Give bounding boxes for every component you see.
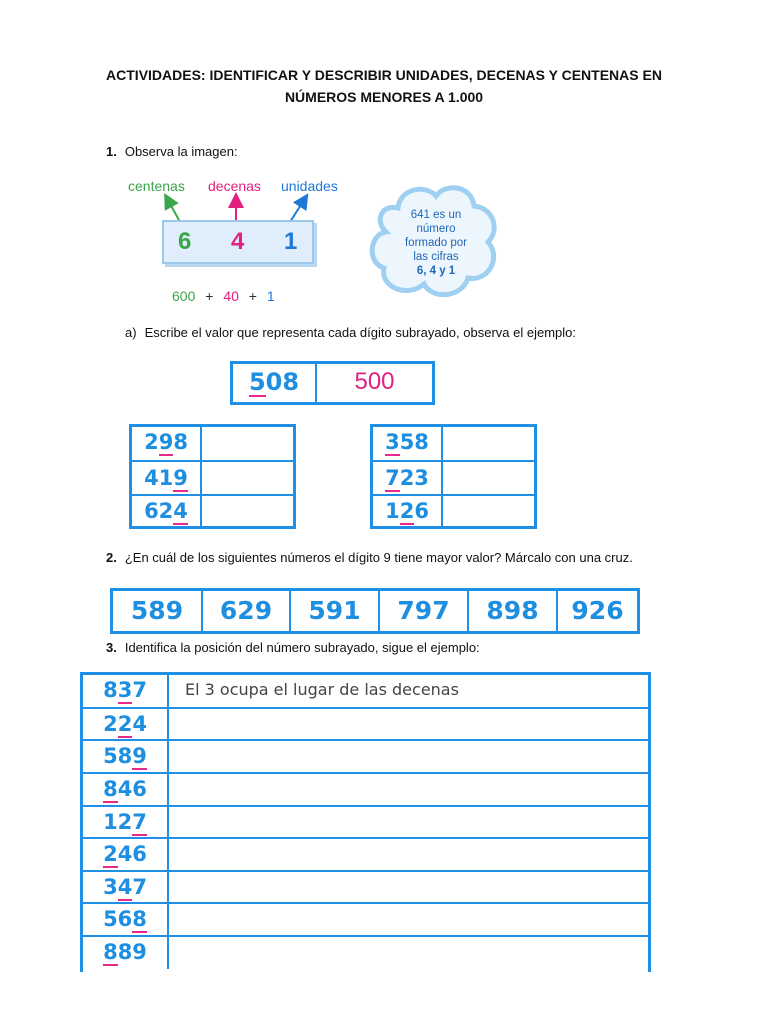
cloud-line-5: 6, 4 y 1	[416, 265, 456, 277]
label-decenas: decenas	[208, 178, 261, 194]
digit-centenas: 6	[178, 228, 192, 255]
question-3-number: 3.	[106, 640, 117, 655]
table-row	[83, 837, 648, 870]
row-number: 224	[103, 712, 147, 736]
underlined-digit: 2	[103, 842, 118, 866]
answer-cell[interactable]: El 3 ocupa el lugar de las decenas	[167, 675, 648, 707]
example-box	[230, 361, 435, 405]
expansion-plus-2: +	[248, 288, 257, 304]
row-number: 846	[103, 777, 147, 801]
table-row	[132, 494, 293, 526]
underlined-digit: 4	[173, 499, 188, 523]
place-value-illustration	[128, 170, 363, 310]
choice-number[interactable]: 797	[378, 591, 467, 631]
expansion-decenas: 40	[223, 288, 239, 304]
row-number: 568	[103, 907, 147, 931]
underlined-digit: 7	[132, 810, 147, 834]
expansion-centenas: 600	[172, 288, 196, 304]
answer-cell[interactable]	[441, 496, 534, 526]
question-2	[106, 550, 633, 565]
choice-number[interactable]: 898	[467, 591, 556, 631]
underlined-digit: 3	[385, 430, 400, 454]
table-row	[83, 870, 648, 902]
cloud-bubble	[368, 178, 504, 302]
row-number: 419	[144, 466, 188, 490]
table-row	[132, 427, 293, 460]
arrow-centenas	[168, 200, 180, 222]
table-row	[132, 460, 293, 494]
answer-cell[interactable]	[167, 709, 648, 739]
worksheet-title	[60, 64, 708, 108]
question-a-text: Escribe el valor que representa cada dígito subrayado, observa el ejemplo:	[144, 325, 576, 340]
row-number: 347	[103, 875, 147, 899]
row-number: 358	[385, 430, 429, 454]
expansion-unidades: 1	[266, 288, 275, 304]
underlined-digit: 9	[173, 466, 188, 490]
cloud-line-1: 641 es un	[410, 209, 462, 221]
table-row	[83, 902, 648, 935]
underlined-digit: 2	[399, 499, 415, 523]
cloud-text	[382, 208, 490, 278]
underlined-digit: 8	[103, 940, 118, 964]
question-2-number: 2.	[106, 550, 117, 565]
underlined-digit: 2	[117, 712, 133, 736]
cloud-line-2: número	[416, 223, 456, 235]
example-number: 508	[248, 368, 300, 396]
row-number: 837	[103, 678, 147, 702]
answer-cell[interactable]	[167, 839, 648, 870]
position-table	[80, 672, 651, 972]
choice-number[interactable]: 926	[556, 591, 637, 631]
example-underlined-digit: 5	[248, 368, 266, 396]
example-value: 500	[315, 364, 432, 402]
cloud-line-4: las cifras	[413, 251, 459, 263]
digits-box	[162, 220, 314, 264]
choice-number[interactable]: 629	[201, 591, 289, 631]
row-number: 723	[385, 466, 429, 490]
row-number: 589	[103, 744, 147, 768]
underlined-digit: 3	[117, 678, 133, 702]
answer-cell[interactable]	[200, 427, 293, 460]
expansion	[172, 288, 275, 304]
answer-cell[interactable]	[167, 741, 648, 772]
table-row	[83, 739, 648, 772]
underlined-digit: 8	[103, 777, 118, 801]
table-row	[373, 427, 534, 460]
label-centenas: centenas	[128, 178, 185, 194]
answer-cell[interactable]	[200, 462, 293, 494]
question-2-text: ¿En cuál de los siguientes números el dígito 9 tiene mayor valor? Márcalo con una cruz.	[124, 550, 633, 565]
question-3	[106, 640, 480, 655]
cloud-line-3: formado por	[404, 237, 467, 249]
row-number: 246	[103, 842, 147, 866]
expansion-plus-1: +	[205, 288, 214, 304]
underlined-digit: 4	[117, 875, 133, 899]
underlined-digit: 7	[385, 466, 400, 490]
table-row	[373, 460, 534, 494]
table-row	[83, 707, 648, 739]
title-line-2: NÚMEROS MENORES A 1.000	[284, 89, 484, 105]
label-unidades: unidades	[281, 178, 338, 194]
question-a-number: a)	[125, 325, 137, 340]
answer-cell[interactable]	[200, 496, 293, 526]
question-1-number: 1.	[106, 144, 117, 159]
answer-cell[interactable]	[167, 774, 648, 805]
question-a	[125, 325, 576, 340]
table-row	[83, 675, 648, 707]
question-3-text: Identifica la posición del número subrayado, sigue el ejemplo:	[124, 640, 480, 655]
answer-cell[interactable]	[167, 904, 648, 935]
value-table-right	[370, 424, 537, 529]
numbers-choice-row	[110, 588, 640, 634]
question-1-text: Observa la imagen:	[124, 144, 238, 159]
table-row	[83, 935, 648, 969]
table-row	[83, 805, 648, 837]
choice-number[interactable]: 589	[130, 596, 184, 625]
answer-cell[interactable]	[441, 427, 534, 460]
row-number: 127	[103, 810, 147, 834]
choice-number[interactable]: 591	[289, 591, 378, 631]
table-row	[373, 494, 534, 526]
underlined-digit: 8	[132, 907, 147, 931]
digit-decenas: 4	[231, 228, 245, 255]
answer-cell[interactable]	[441, 462, 534, 494]
underlined-digit: 9	[158, 430, 174, 454]
answer-cell[interactable]	[167, 872, 648, 902]
answer-cell[interactable]	[167, 807, 648, 837]
table-row	[83, 772, 648, 805]
value-table-left	[129, 424, 296, 529]
row-number: 126	[385, 499, 429, 523]
digit-unidades: 1	[284, 228, 298, 255]
row-number: 624	[144, 499, 188, 523]
row-number: 889	[103, 940, 147, 964]
row-number: 298	[144, 430, 188, 454]
question-1	[106, 144, 238, 159]
title-line-1: ACTIVIDADES: IDENTIFICAR Y DESCRIBIR UNIDADES, DECENAS Y CENTENAS EN	[106, 67, 662, 83]
answer-cell[interactable]	[167, 937, 648, 969]
underlined-digit: 9	[132, 744, 147, 768]
arrow-unidades	[290, 200, 304, 222]
